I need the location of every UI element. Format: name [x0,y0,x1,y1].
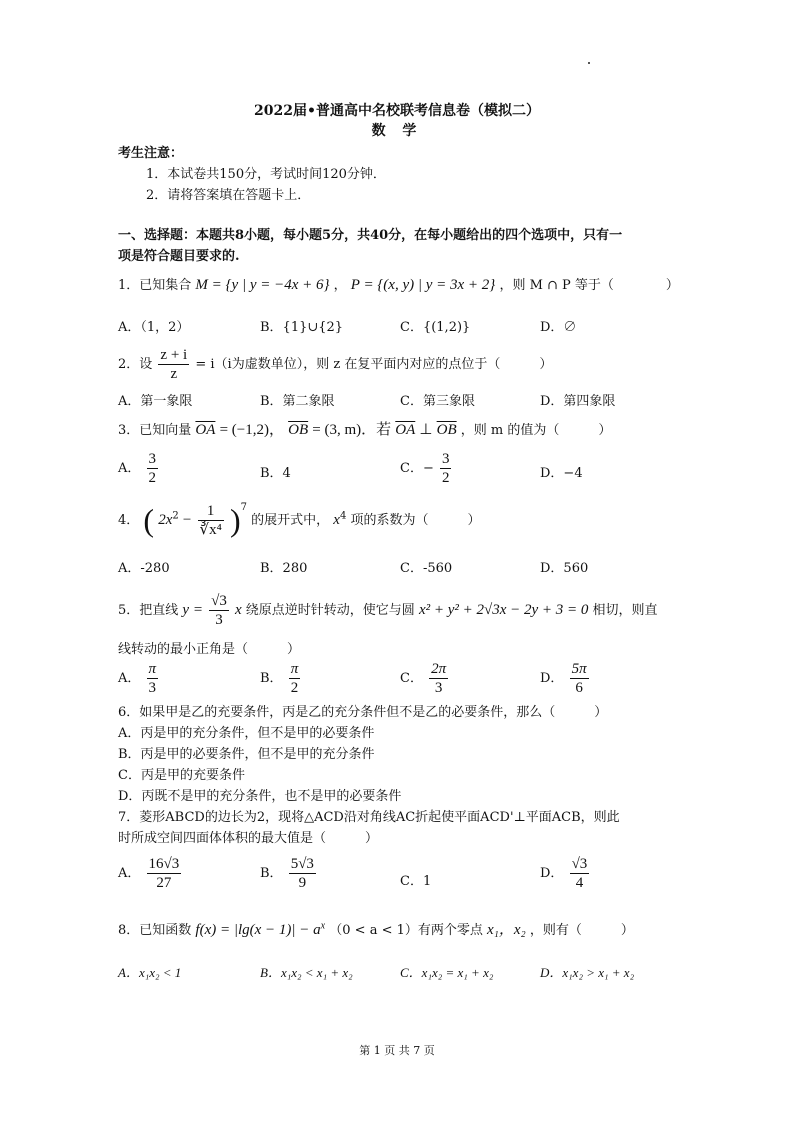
q2-option-b[interactable]: B．第二象限 [260,394,335,409]
q7-option-d[interactable] [540,855,591,892]
q7-d-num: √3 [571,856,588,872]
q5-eq-right: x [234,602,242,618]
q5-mid: 绕原点逆时针转动，使它与圆 [245,603,415,618]
q4-option-a[interactable]: A．-280 [118,561,170,576]
q2-prefix: 2．设 [118,357,153,372]
q5-option-a[interactable] [118,660,160,697]
q1-set-p: P = {(x, y) | y = 3x + 2} [350,277,496,293]
q6-option-b[interactable]: B．丙是甲的必要条件，但不是甲的充分条件 [118,747,375,762]
q5-frac-num: √3 [211,593,227,609]
q7-a-den: 27 [156,875,172,891]
q5-b-label: B． [260,671,283,686]
q5-stem-line2: 线转动的最小正角是（ ） [118,642,301,657]
q4-mid: 的展开式中， [251,513,330,528]
q4-suffix: 项的系数为（ ） [350,513,481,528]
page-footer: 第 1 页 共 7 页 [359,1044,435,1057]
q3-c-num: 3 [441,451,450,467]
q1-comma: ， [333,278,347,293]
q7-b-label: B． [260,866,283,881]
q2-frac-num: z + i [160,347,188,363]
q7-option-b[interactable] [260,855,318,892]
q3-vector-oa: $\overline{OA}$ [195,422,216,438]
q5-b-den: 2 [290,680,299,696]
q2-option-a[interactable]: A．第一象限 [118,394,193,409]
q5-a-num: π [148,661,157,677]
q5-prefix: 5．把直线 [118,603,179,618]
q2-fraction [158,346,189,383]
q5-a-den: 3 [148,680,157,696]
q8-option-b[interactable]: B．x₁x₂ < x₁ + x₂ [260,965,353,980]
q8-func-exp: x [320,920,326,932]
question-6-stem: 6．如果甲是乙的充要条件，丙是乙的充分条件但不是乙的必要条件，那么（ ） [118,705,608,720]
q3-option-b[interactable]: B．4 [260,466,291,481]
section-heading-line1: 一、选择题：本题共8小题，每小题5分，共40分，在每小题给出的四个选项中，只有一 [118,228,623,243]
q5-c-label: C． [400,671,423,686]
q3-c-den: 2 [441,470,450,486]
q7-option-c[interactable]: C．1 [400,874,432,889]
q2-option-d[interactable]: D．第四象限 [540,394,616,409]
q3-a-den: 2 [148,470,157,486]
q5-option-c[interactable] [400,660,450,697]
q3-perp-symbol: ⊥ [419,422,433,438]
q7-a-num: 16√3 [148,856,180,872]
q3-a-fraction [147,450,159,487]
notice-item-1: 1．本试卷共150分，考试时间120分钟． [146,167,386,182]
q3-c-label: C．− [400,461,434,476]
q7-b-den: 9 [298,875,307,891]
q5-circle-eq: x² + y² + 2√3x − 2y + 3 = 0 [418,602,589,618]
q4-option-c[interactable]: C．-560 [400,561,453,576]
q3-a-num: 3 [148,451,157,467]
subject-title: 数 学 [371,123,423,139]
q4-prefix: 4． [118,513,140,528]
q2-suffix: = i（i为虚数单位），则 z 在复平面内对应的点位于（ ） [195,357,553,372]
q3-prefix: 3．已知向量 [118,423,192,438]
q5-b-num: π [290,661,299,677]
q8-condition: （0 < a < 1）有两个零点 [329,923,483,938]
q5-c-den: 3 [434,680,443,696]
q5-b-fraction [289,660,301,697]
q7-a-label: A． [118,866,141,881]
notice-item-2: 2．请将答案填在答题卡上． [146,188,311,203]
q1-option-d[interactable]: D．∅ [540,320,577,335]
q3-c-fraction [440,450,452,487]
q3-option-a[interactable] [118,450,160,487]
q8-zeros: x₁，x₂ [487,922,526,938]
q3-a-label: A． [118,461,141,476]
q8-option-a[interactable]: A．x₁x₂ < 1 [118,965,182,980]
q5-eq-left: y = [182,602,203,618]
q5-d-den: 6 [575,680,583,696]
q6-option-d[interactable]: D．丙既不是甲的充分条件，也不是甲的必要条件 [118,789,402,804]
q3-option-c[interactable] [400,450,453,487]
q5-c-num: 2π [431,661,447,677]
notice-heading: 考生注意： [118,146,184,161]
q1-set-m: M = {y | y = −4x + 6} [195,277,330,293]
q3-vector-ob-2: $\overline{OB}$ [436,422,457,438]
q5-suffix: 相切，则直 [592,603,658,618]
q5-frac-den: 3 [215,612,223,628]
q5-a-label: A． [118,671,141,686]
q1-option-c[interactable]: C．{(1,2)} [400,320,471,335]
question-3-stem [118,418,611,439]
q1-prefix: 1．已知集合 [118,278,192,293]
q3-oa-value: = (−1,2)， [219,422,284,438]
q7-b-fraction [289,855,316,892]
q3-vector-ob: $\overline{OB}$ [288,422,309,438]
question-7-stem-line2: 时所成空间四面体体积的最大值是（ ） [118,831,379,846]
question-2-stem [118,346,552,383]
exam-title: 2022届•普通高中名校联考信息卷（模拟二） [254,103,540,119]
q3-ob-value: = (3, m)．若 [312,422,392,438]
q3-vector-oa-2: $\overline{OA}$ [395,422,416,438]
q3-option-d[interactable]: D．−4 [540,466,583,481]
q5-d-num: 5π [571,661,587,677]
corner-mark [588,62,590,64]
q5-option-b[interactable] [260,660,302,697]
q5-c-fraction [429,660,448,697]
question-8-stem [118,918,634,939]
section-heading-line2: 项是符合题目要求的. [118,249,240,264]
q5-option-d[interactable] [540,660,591,697]
q2-frac-den: z [170,366,178,382]
q8-prefix: 8．已知函数 [118,923,192,938]
q8-option-d[interactable]: D．x₁x₂ > x₁ + x₂ [540,965,635,980]
q1-suffix: ，则 M ∩ P 等于（ ） [499,278,679,293]
q7-d-fraction [570,855,590,892]
q4-right-paren: ) [229,502,241,538]
q7-d-den: 4 [575,875,584,891]
question-1-stem [118,274,679,294]
q1-option-a[interactable]: A．（1，2） [118,320,190,335]
q4-power: 7 [240,502,247,513]
q2-option-c[interactable]: C．第三象限 [400,394,475,409]
q4-left-paren: ( [143,502,155,538]
q4-frac-num: 1 [198,502,224,521]
q4-option-b[interactable]: B．280 [260,561,308,576]
q7-b-num: 5√3 [290,856,314,872]
q4-expr-a: 2x [158,512,173,528]
q8-option-c[interactable]: C．x₁x₂ = x₁ + x₂ [400,965,494,980]
q6-option-c[interactable]: C．丙是甲的充要条件 [118,768,245,783]
q4-minus: − [182,512,192,528]
q7-option-a[interactable] [118,855,183,892]
question-4-stem [118,502,480,539]
q6-option-a[interactable]: A．丙是甲的充分条件，但不是甲的必要条件 [118,726,375,741]
q4-term-exp: 4 [339,510,347,522]
q4-term: x [333,512,340,528]
q7-a-fraction [147,855,182,892]
q8-function: f(x) = |lg(x − 1)| − a [195,922,321,938]
q5-d-fraction [570,660,589,697]
question-7-stem-line1: 7．菱形ABCD的边长为2，现将△ACD沿对角线AC折起使平面ACD'⊥平面ACB，则此 [118,810,620,825]
q8-suffix: ，则有（ ） [529,923,634,938]
q4-frac-den: ∛x⁴ [199,522,222,538]
question-5-stem [118,592,658,629]
q5-a-fraction [147,660,159,697]
q1-option-b[interactable]: B．{1}∪{2} [260,320,344,335]
q3-suffix: ，则 m 的值为（ ） [460,423,612,438]
q4-option-d[interactable]: D．560 [540,561,589,576]
q4-expr-exp: 2 [172,510,179,522]
q4-fraction [198,502,224,539]
q5-fraction [209,592,229,629]
q5-d-label: D． [540,671,564,686]
q7-d-label: D． [540,866,564,881]
